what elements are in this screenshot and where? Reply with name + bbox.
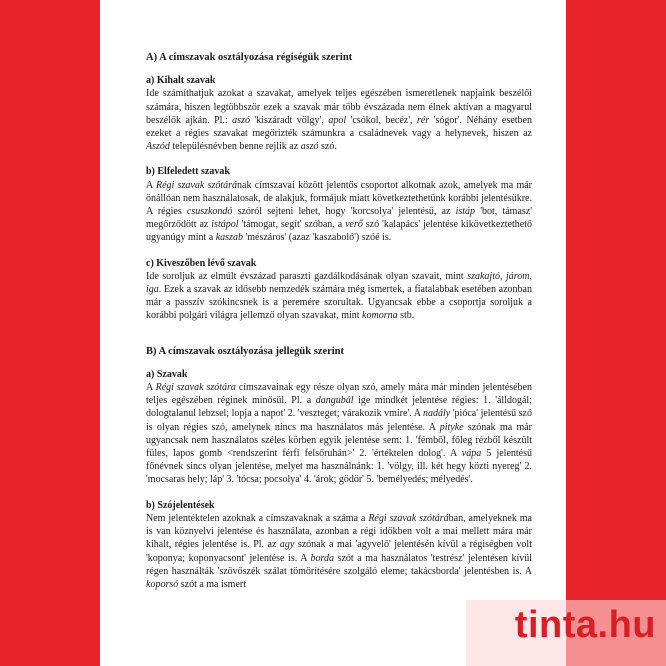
- watermark-logo: tinta.hu: [514, 604, 656, 646]
- subsection-title: b) Elfeledett szavak: [146, 166, 230, 178]
- page-content: [146, 51, 532, 603]
- section-a-title: A) A címszavak osztályozása régiségük szerint: [146, 52, 353, 63]
- section-b-title: B) A címszavak osztályozása jellegük szerint: [146, 345, 345, 357]
- subsection-title: c) Kiveszőben lévő szavak: [146, 257, 257, 269]
- subsection-title: a) Szavak: [146, 368, 188, 380]
- document-page: [100, 0, 566, 666]
- paragraph: Ide soroljuk az elmúlt évszázad paraszti gazdálkodásának olyan szavait, mint szakajtó, járom, iga. Ezek a szavak az idősebb nemzedék számára még ismertek, a fiatalabbak esetében azonban már a passzív szókincsnek is a peremére szorultak. Ugyancsak ebbe a csoportja soroljuk a korábbi polgári világra jellemző olyan szavakat, mint komorna stb.: [146, 270, 532, 322]
- paragraph: A Régi szavak szótára címszavainak egy része olyan szó, amely mára már minden jelentésében teljes egészében réginek minősül. Pl. a dangubál ige mindkét jelentése régies: 1. 'álldogál; dologtalanul lebzsel; lopja a napot' 2. 'veszteget; várakozik vmire'. A nadály 'pióca' jelentésű szó is olyan régies szó, amelynek nincs ma használatos más jelentése. A pityke szónak ma már ugyancsak nem használatos széles körben egyik jelentése sem: 1. 'fémből, főleg rézből készült füles, lapos gomb <rendszerint férfi felsőruhán>' 2. 'értéktelen dolog'. A vápa 5 jelentésű főnévnek sincs olyan jelentése, melyet ma használnánk: 1. 'völgy, ill. két hegy közti nyereg' 2. 'mocsaras hely; láp' 3. 'tócsa; pocsolya' 4. 'árok; gödör' 5. 'bemélyedés; mélyedés'.: [146, 382, 532, 486]
- paragraph: A Régi szavak szótárának címszavai között jelentős csoportot alkotnak azok, amelyek ma már önállóan nem használatosak, de alakjuk, formájuk miatt következtethetünk korábbi jelentésükre. A régies csuszkondó szóról sejteni lehet, hogy 'korcsolya' jelentésű, az istáp 'bot, támasz' megőrződött az istápol 'támogat, segít' szóban, a verő szó 'kalapács' jelentése kikövetkeztethető ugyanúgy mint a kaszab 'mészáros' (azaz 'kaszaboló') szóé is.: [146, 179, 533, 244]
- subsection-title: a) Kihalt szavak: [146, 75, 216, 87]
- subsection-title: b) Szójelentések: [146, 499, 215, 511]
- paragraph: Nem jelentéktelen azoknak a címszavaknak a száma a Régi szavak szótárában, amelyeknek ma is van köznyelvi jelentése és használata, azonban a régi időkben volt a mai mellett mára már kihalt, régies jelentése is. Pl. az agy szónak a mai 'agyvelő' jelentésén kívül a régiségben volt 'koponya; koponyacsont' jelentése is. A borda szót a ma használatos 'testrész' jelentésen kívül régen használták 'szövőszék szálat tömörítésére szolgáló eleme; takácsborda' jelentésben is. A koporsó szót a ma ismert: [146, 512, 533, 590]
- paragraph: Ide számíthatjuk azokat a szavakat, amelyek teljes egészében ismeretlenek napjaink beszélői számára, hiszen legtöbbször ezek a szavak már több évszázada nem élnek aktívan a magyarul beszélők ajkán. Pl.: aszó 'kiszáradt völgy', apol 'csókol, becéz', rér 'sógor'. Néhány esetben ezeket a régies szavakat megőrizték számunkra a családnevek vagy a helynevek, hiszen az Aszód településnévben benne rejlik az aszó szó.: [146, 88, 532, 153]
